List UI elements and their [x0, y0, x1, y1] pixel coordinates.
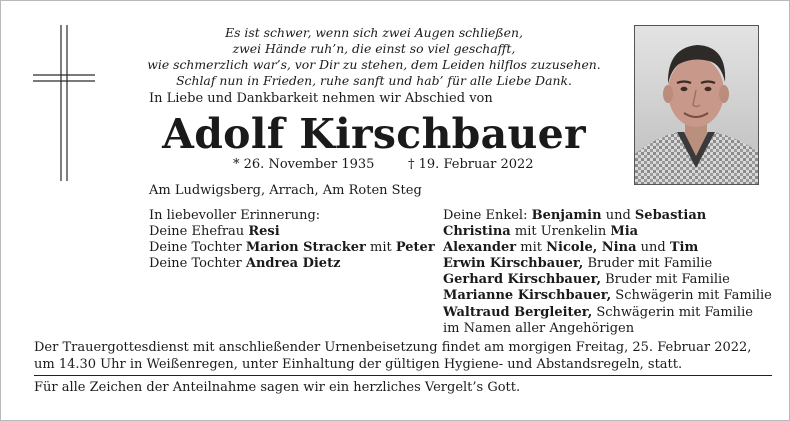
divider: [34, 375, 772, 376]
mourner-name: Christina: [443, 224, 511, 240]
mourner-text: mit: [365, 240, 396, 256]
portrait-photo: [634, 25, 759, 185]
mourner-name: Peter: [395, 240, 435, 256]
mourner-name: Resi: [248, 224, 280, 240]
mourner-line: [149, 208, 435, 224]
poem-line: wie schmerzlich war’s, vor Dir zu stehen, dem Leiden hilflos zuzusehen.: [147, 57, 601, 72]
mourner-name: Benjamin: [531, 208, 602, 223]
mourner-text: Deine Ehefrau: [149, 224, 249, 240]
poem-line: Schlaf nun in Frieden, ruhe sanft und hab’ für alle Liebe Dank.: [176, 73, 572, 88]
mourner-line: [443, 288, 772, 304]
mourner-text: mit: [516, 240, 547, 256]
mourner-text: Bruder mit Familie: [583, 256, 713, 272]
mourner-name: Tim: [669, 240, 699, 256]
mourner-name: Erwin Kirschbauer,: [443, 256, 584, 272]
mourner-line: [149, 224, 435, 240]
mourner-text: Bruder mit Familie: [601, 272, 730, 288]
farewell-intro: In Liebe und Dankbarkeit nehmen wir Abschied von: [149, 91, 493, 106]
poem-line: Es ist schwer, wenn sich zwei Augen schließen,: [225, 25, 523, 40]
mourner-name: Nicole, Nina: [546, 240, 637, 256]
mourner-name: Marianne Kirschbauer,: [443, 288, 612, 304]
mourner-text: Deine Tochter: [149, 256, 246, 272]
mourners-right: [443, 208, 772, 337]
poem: [141, 25, 607, 89]
place-line: Am Ludwigsberg, Arrach, Am Roten Steg: [149, 183, 422, 198]
mourner-line: [443, 305, 772, 321]
mourner-text: und: [636, 240, 670, 256]
mourner-name: Andrea Dietz: [245, 256, 341, 272]
mourner-line: [443, 321, 772, 337]
mourner-line: [443, 224, 772, 240]
portrait-illustration: [635, 26, 758, 184]
mourner-line: [443, 208, 772, 224]
birth-date: * 26. November 1935: [233, 157, 375, 172]
mourner-name: Sebastian: [634, 208, 707, 223]
mourner-line: [149, 256, 435, 272]
mourners-left: [149, 208, 435, 272]
mourner-text: im Namen aller Angehörigen: [443, 320, 635, 336]
mourner-line: [443, 272, 772, 288]
mourner-text: mit Urenkelin: [510, 224, 611, 240]
mourner-text: und: [601, 208, 635, 223]
mourner-name: Mia: [610, 224, 639, 240]
mourner-text: Deine Tochter: [149, 240, 246, 256]
mourner-text: Deine Enkel:: [443, 208, 532, 223]
mourner-name: Gerhard Kirschbauer,: [443, 272, 601, 288]
mourner-name: Alexander: [443, 240, 517, 256]
service-line: um 14.30 Uhr in Weißenregen, unter Einhaltung der gültigen Hygiene- und Abstandsregeln, statt.: [34, 357, 683, 372]
cross-icon: [31, 23, 97, 183]
thanks-line: Für alle Zeichen der Anteilnahme sagen wir ein herzliches Vergelt’s Gott.: [34, 380, 521, 395]
mourner-line: [149, 240, 435, 256]
mourner-line: [443, 240, 772, 256]
mourner-text: Schwägerin mit Familie: [611, 288, 772, 304]
mourner-line: [443, 256, 772, 272]
poem-line: zwei Hände ruh’n, die einst so viel geschafft,: [232, 41, 516, 56]
mourner-name: Marion Stracker: [245, 240, 366, 256]
mourner-text: Schwägerin mit Familie: [592, 304, 753, 320]
death-date: † 19. Februar 2022: [408, 157, 534, 172]
service-info: [34, 339, 751, 373]
mourner-text: In liebevoller Erinnerung:: [149, 208, 321, 223]
deceased-name: Adolf Kirschbauer: [162, 110, 586, 158]
mourner-name: Waltraud Bergleiter,: [443, 304, 593, 320]
service-line: Der Trauergottesdienst mit anschließender Urnenbeisetzung findet am morgigen Freitag, 25. Februar 2022,: [34, 340, 752, 355]
